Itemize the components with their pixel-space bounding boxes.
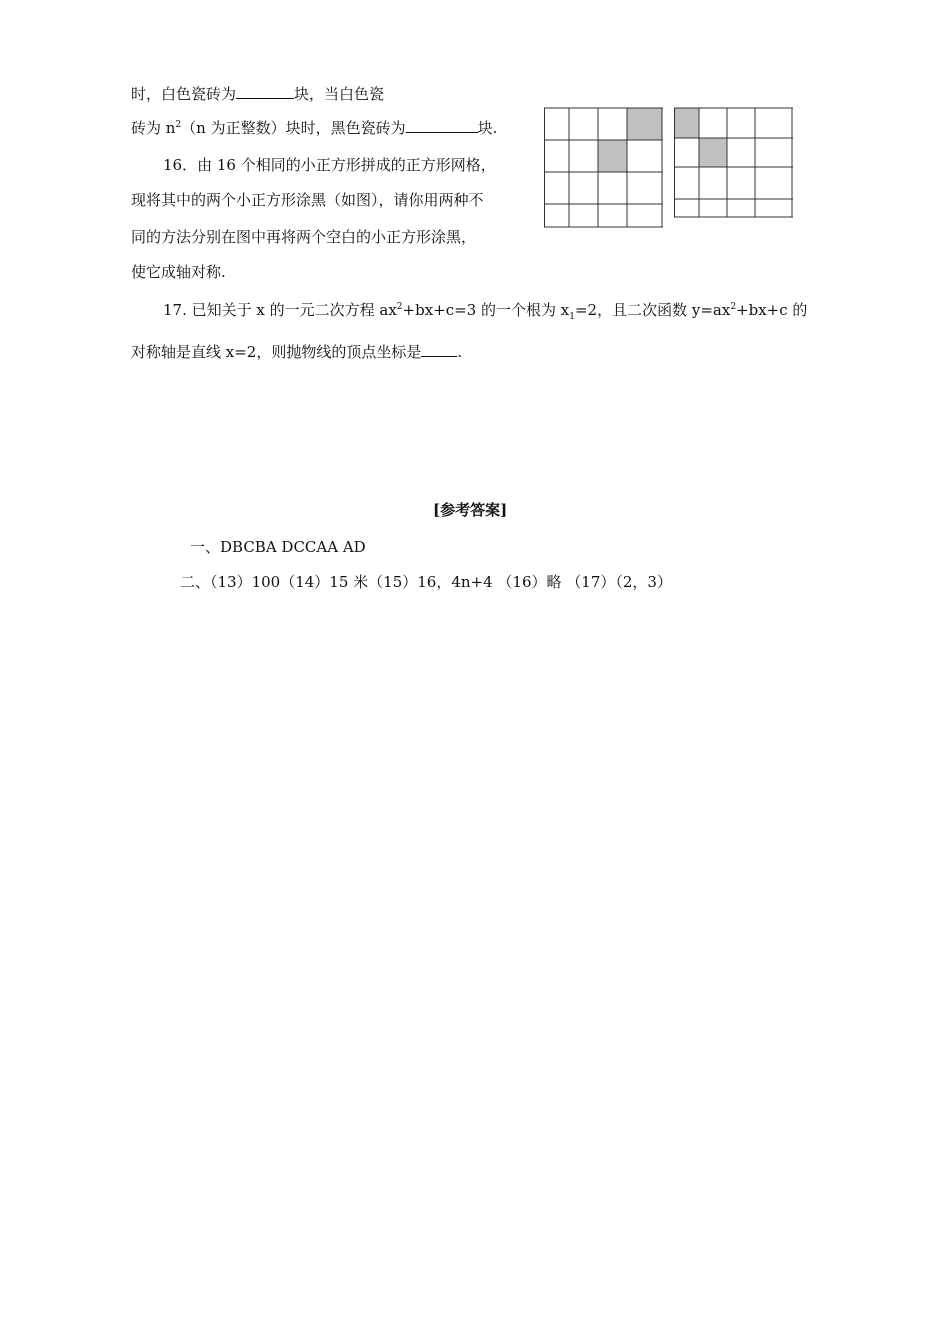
grid-left-shaded-cell-2 — [598, 140, 627, 172]
q17-part-1: 17. 已知关于 x 的一元二次方程 ax — [163, 301, 397, 319]
grid-left-shaded-cell-1 — [627, 108, 662, 140]
q17-part-2: +bx+c=3 的一个根为 x — [402, 301, 570, 319]
q15-line2-suffix: 块. — [477, 119, 498, 137]
grid-right-shaded-cell-2 — [699, 138, 727, 167]
q15-exponent: 2 — [175, 120, 182, 130]
q17-part-3: =2，且二次函数 y=ax — [574, 301, 731, 319]
q15-line2-prefix: 砖为 n — [131, 119, 176, 137]
q15-line2-mid: （n 为正整数）块时，黑色瓷砖为 — [181, 119, 406, 137]
q15-line1-mid: 块，当白色瓷 — [294, 85, 385, 103]
answers-heading: [参考答案] — [433, 501, 508, 519]
q17-line-1 — [163, 300, 807, 320]
answers-part-2: 二、（13）100（14）15 米（15）16，4n+4 （16）略 （17）（2，3） — [180, 573, 672, 591]
q17-line-2 — [131, 342, 462, 362]
q17-exp-2: 2 — [730, 302, 737, 312]
grid-figure-left — [544, 107, 664, 228]
grid-figure-right — [674, 107, 794, 218]
q16-line-3: 同的方法分别在图中再将两个空白的小正方形涂黑， — [131, 228, 477, 246]
q17-sub-1: 1 — [569, 312, 575, 322]
q15-blank-black — [406, 118, 478, 133]
q17-blank — [421, 342, 457, 357]
q16-line-4: 使它成轴对称. — [131, 263, 226, 281]
grid-right-shaded-cell-1 — [675, 108, 699, 138]
q15-line1-prefix: 时，白色瓷砖为 — [131, 85, 237, 103]
q15-line-1 — [131, 84, 384, 104]
q16-line-1: 16．由 16 个相同的小正方形拼成的正方形网格， — [163, 156, 496, 174]
q17-line2-text: 对称轴是直线 x=2，则抛物线的顶点坐标是 — [131, 343, 422, 361]
q16-line-2: 现将其中的两个小正方形涂黑（如图），请你用两种不 — [131, 191, 484, 209]
q17-exp-1: 2 — [396, 302, 403, 312]
q15-blank-white — [236, 84, 294, 99]
q15-line-2 — [131, 118, 497, 138]
q17-line2-end: . — [457, 343, 463, 361]
answers-part-1: 一、DBCBA DCCAA AD — [190, 538, 366, 556]
q17-part-4: +bx+c 的 — [736, 301, 808, 319]
